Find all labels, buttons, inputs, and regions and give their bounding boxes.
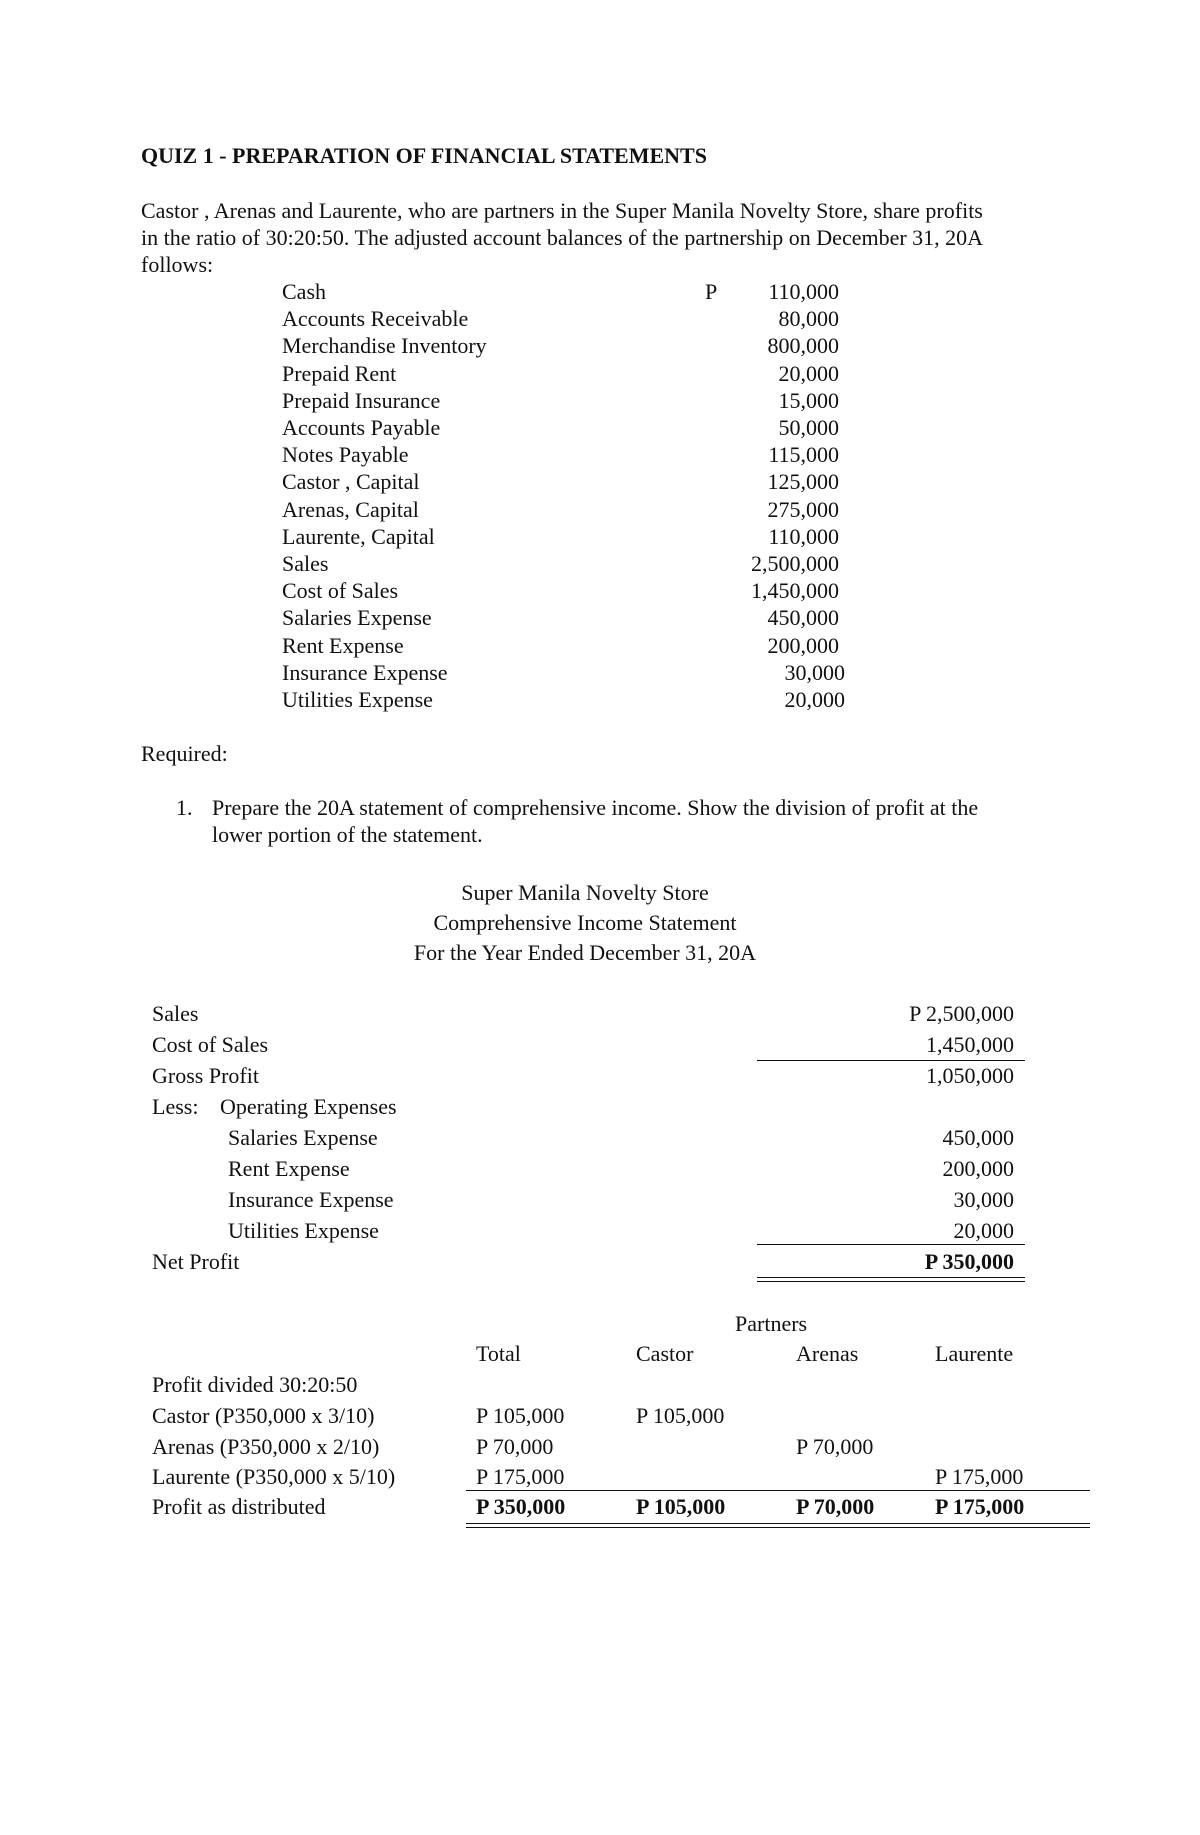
- expense-label: Rent Expense: [228, 1156, 350, 1181]
- account-amount: 15,000: [778, 387, 839, 413]
- partners-label: Partners: [735, 1311, 808, 1336]
- totals-label: Profit as distributed: [152, 1494, 326, 1519]
- account-amount: 50,000: [778, 415, 839, 440]
- totals-laurente: P 175,000: [935, 1494, 1025, 1519]
- division-rule: [466, 1490, 1090, 1491]
- account-amount: 115,000: [768, 442, 839, 468]
- division-row-arenas: P 70,000: [796, 1433, 874, 1459]
- statement-heading-title: Comprehensive Income Statement: [433, 910, 737, 935]
- operating-expenses-label: Operating Expenses: [220, 1094, 397, 1119]
- totals-total: P 350,000: [476, 1494, 566, 1519]
- account-amount: 110,000: [768, 523, 839, 549]
- cost-of-sales-label: Cost of Sales: [152, 1032, 269, 1057]
- task-line-2: lower portion of the statement.: [212, 822, 483, 847]
- account-name: Cost of Sales: [282, 578, 399, 604]
- profit-ratio-label: Profit divided 30:20:50: [152, 1372, 358, 1397]
- account-amount: 450,000: [767, 605, 839, 631]
- quiz-title: QUIZ 1 - PREPARATION OF FINANCIAL STATEMENTS: [141, 143, 707, 168]
- statement-heading-period: For the Year Ended December 31, 20A: [413, 940, 757, 965]
- totals-arenas: P 70,000: [796, 1494, 875, 1519]
- account-amount: 275,000: [767, 496, 839, 522]
- account-name: Salaries Expense: [282, 605, 432, 631]
- account-name: Cash: [282, 279, 326, 304]
- expense-label: Insurance Expense: [228, 1187, 394, 1212]
- intro-line-2: in the ratio of 30:20:50. The adjusted account balances of the partnership on December 31, 20A: [141, 225, 984, 250]
- cost-of-sales-value: 1,450,000: [926, 1032, 1014, 1057]
- gross-profit-rule: [757, 1060, 1025, 1061]
- sales-label: Sales: [152, 1001, 199, 1026]
- expense-label: Utilities Expense: [228, 1218, 379, 1243]
- expense-value: 450,000: [942, 1125, 1014, 1150]
- column-laurente: Laurente: [935, 1341, 1014, 1366]
- account-name: Rent Expense: [282, 632, 404, 658]
- account-name: Sales: [282, 551, 329, 576]
- division-row-label: Arenas (P350,000 x 2/10): [152, 1433, 380, 1459]
- column-castor: Castor: [636, 1341, 694, 1366]
- account-amount: 800,000: [767, 333, 839, 359]
- account-name: Prepaid Rent: [282, 360, 397, 386]
- totals-rule-1: [466, 1523, 1090, 1524]
- totals-castor: P 105,000: [636, 1494, 726, 1519]
- account-amount: 20,000: [778, 360, 839, 386]
- intro-line-1: Castor , Arenas and Laurente, who are partners in the Super Manila Novelty Store, share profits: [141, 198, 983, 223]
- account-amount: 30,000: [784, 659, 845, 685]
- task-line-1: Prepare the 20A statement of comprehensive income. Show the division of profit at the: [212, 795, 979, 820]
- division-row-label: Castor (P350,000 x 3/10): [152, 1403, 375, 1428]
- gross-profit-label: Gross Profit: [152, 1063, 259, 1088]
- division-row-castor: P 105,000: [636, 1403, 725, 1428]
- less-label: Less:: [152, 1094, 199, 1119]
- division-row-total: P 105,000: [476, 1403, 565, 1428]
- account-name: Arenas, Capital: [282, 496, 419, 522]
- account-name: Accounts Payable: [282, 415, 441, 440]
- account-name: Laurente, Capital: [282, 523, 435, 549]
- account-name: Utilities Expense: [282, 687, 433, 712]
- account-amount: 1,450,000: [751, 578, 839, 604]
- account-name: Insurance Expense: [282, 659, 448, 685]
- expense-value: 200,000: [942, 1156, 1014, 1181]
- net-profit-value: P 350,000: [924, 1249, 1014, 1274]
- net-profit-label: Net Profit: [152, 1249, 240, 1274]
- net-profit-rule-2: [757, 1281, 1025, 1282]
- account-name: Prepaid Insurance: [282, 387, 441, 413]
- expenses-rule: [757, 1244, 1025, 1245]
- account-name: Merchandise Inventory: [282, 333, 487, 359]
- division-row-total: P 175,000: [476, 1464, 565, 1489]
- task-number: 1.: [176, 795, 193, 820]
- division-row-total: P 70,000: [476, 1433, 554, 1459]
- division-row-label: Laurente (P350,000 x 5/10): [152, 1464, 396, 1489]
- account-name: Castor , Capital: [282, 469, 420, 495]
- sales-value: P 2,500,000: [909, 1001, 1014, 1026]
- account-amount: 110,000: [768, 279, 839, 304]
- account-name: Accounts Receivable: [282, 306, 469, 332]
- expense-label: Salaries Expense: [228, 1125, 378, 1150]
- balances-currency: P: [705, 279, 718, 304]
- account-amount: 20,000: [784, 687, 845, 712]
- expense-value: 20,000: [953, 1218, 1014, 1243]
- required-label: Required:: [141, 741, 228, 766]
- gross-profit-value: 1,050,000: [926, 1063, 1014, 1088]
- account-amount: 2,500,000: [751, 551, 839, 576]
- account-amount: 125,000: [767, 469, 839, 495]
- statement-heading-company: Super Manila Novelty Store: [461, 880, 709, 905]
- account-amount: 80,000: [778, 306, 839, 332]
- totals-rule-2: [466, 1527, 1090, 1528]
- account-amount: 200,000: [767, 632, 839, 658]
- expense-value: 30,000: [953, 1187, 1014, 1212]
- account-name: Notes Payable: [282, 442, 409, 468]
- column-arenas: Arenas: [796, 1341, 859, 1366]
- net-profit-rule-1: [757, 1277, 1025, 1278]
- intro-line-3: follows:: [141, 252, 214, 277]
- division-row-laurente: P 175,000: [935, 1464, 1024, 1489]
- column-total: Total: [476, 1341, 521, 1366]
